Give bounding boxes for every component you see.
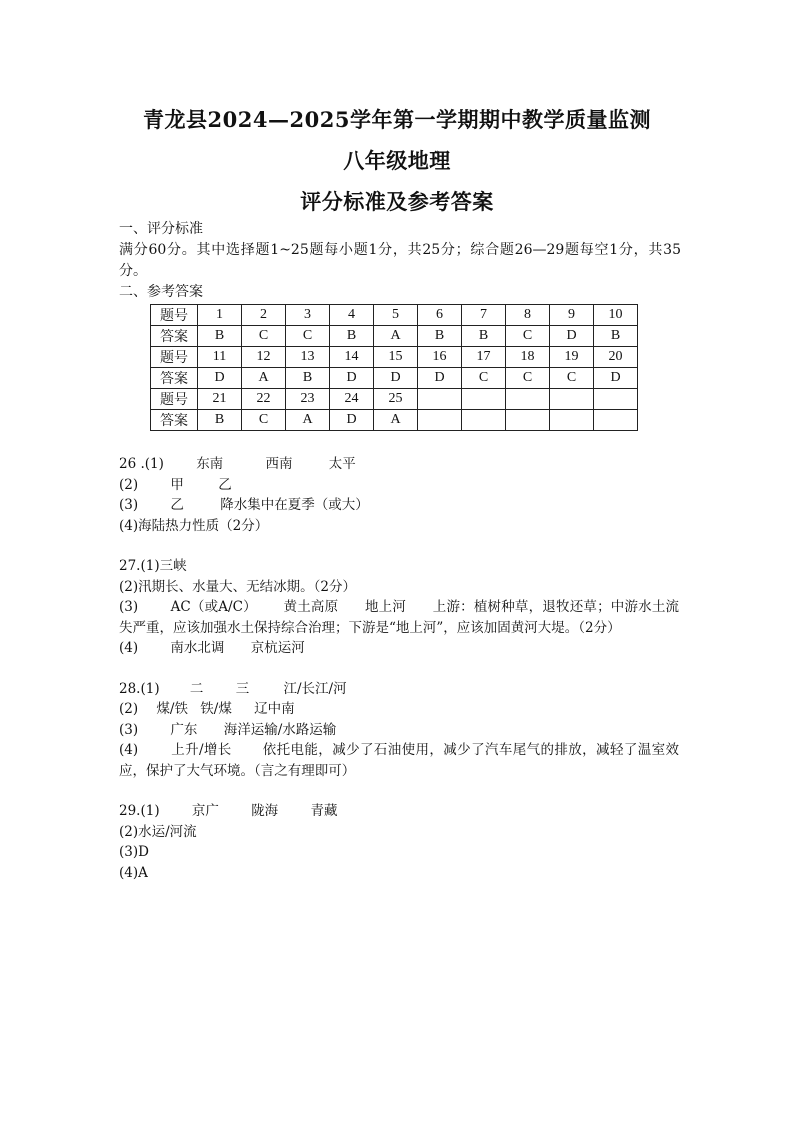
- answer-text: 上游：植树种草，退牧还草；中游水土流失严重，应该加强水土保持综合治理；下游是“地上河”，应该加固黄河大堤。（2分）: [119, 599, 680, 636]
- answer-line: [119, 638, 679, 659]
- row-header-cell: 答案: [151, 410, 198, 431]
- part-label: 29.(1): [119, 803, 160, 819]
- answer-line: (4)海陆热力性质（2分）: [119, 517, 269, 534]
- table-cell: 23: [286, 389, 330, 410]
- answer-text: 乙: [218, 476, 232, 493]
- table-cell: B: [418, 326, 462, 347]
- answer-line: [119, 597, 679, 638]
- table-cell: 25: [374, 389, 418, 410]
- table-cell: D: [418, 368, 462, 389]
- row-header-cell: 题号: [151, 305, 198, 326]
- scoring-text: 满分60分。其中选择题1~25题每小题1分，共25分；综合题26—29题每空1分，共35分。: [119, 242, 681, 279]
- scoring-heading: 一、评分标准: [119, 221, 203, 237]
- question-26: [119, 454, 679, 536]
- table-cell: C: [550, 368, 594, 389]
- table-cell: 12: [242, 347, 286, 368]
- scoring-section: [119, 219, 681, 303]
- answer-text: 广东: [170, 721, 198, 738]
- answer-text: 煤/铁: [156, 701, 188, 717]
- table-cell: A: [374, 410, 418, 431]
- table-row: [151, 389, 638, 410]
- part-label: (2): [119, 476, 139, 493]
- answer-table: [150, 304, 638, 431]
- reference-heading: 二、参考答案: [119, 284, 203, 300]
- table-cell: C: [506, 326, 550, 347]
- answer-line: [119, 801, 679, 822]
- answer-line: [119, 699, 679, 720]
- table-cell: B: [198, 410, 242, 431]
- table-cell: A: [286, 410, 330, 431]
- answer-text: 甲: [170, 476, 184, 493]
- table-row: [151, 368, 638, 389]
- table-cell: 3: [286, 305, 330, 326]
- answer-line: (4)A: [119, 864, 148, 881]
- answer-text: 京杭运河: [250, 640, 305, 656]
- table-cell: A: [242, 368, 286, 389]
- part-label: 28.(1): [119, 680, 160, 697]
- answer-text: 地上河: [364, 599, 407, 615]
- answer-text: 乙: [170, 497, 184, 513]
- part-label: (2): [119, 701, 139, 717]
- grade-subject: 八年级地理: [343, 148, 451, 173]
- exam-title: 青龙县2024—2025学年第一学期期中教学质量监测: [143, 107, 651, 132]
- answer-line: (2)汛期长、水量大、无结冰期。（2分）: [119, 578, 356, 595]
- answer-text: 降水集中在夏季（或大）: [220, 497, 369, 513]
- answer-line: (2)水运/河流: [119, 823, 197, 840]
- table-cell: [462, 410, 506, 431]
- table-cell: 21: [198, 389, 242, 410]
- row-header-cell: 答案: [151, 326, 198, 347]
- table-cell: 10: [594, 305, 638, 326]
- table-cell: 16: [418, 347, 462, 368]
- part-label: (3): [119, 497, 139, 513]
- table-cell: D: [594, 368, 638, 389]
- table-cell: B: [198, 326, 242, 347]
- table-row: [151, 305, 638, 326]
- answer-line: [119, 475, 679, 496]
- table-cell: 20: [594, 347, 638, 368]
- question-29: [119, 801, 679, 883]
- table-cell: [594, 389, 638, 410]
- answer-text: 三: [235, 680, 250, 697]
- answer-line: [119, 679, 679, 700]
- table-cell: 4: [330, 305, 374, 326]
- table-cell: D: [198, 368, 242, 389]
- row-header-cell: 题号: [151, 389, 198, 410]
- answer-text: 辽中南: [254, 701, 295, 717]
- part-label: (4): [119, 742, 139, 758]
- table-cell: [594, 410, 638, 431]
- table-cell: D: [330, 368, 374, 389]
- answer-text: 黄土高原: [283, 599, 339, 615]
- table-cell: D: [330, 410, 374, 431]
- table-cell: [506, 389, 550, 410]
- table-cell: 24: [330, 389, 374, 410]
- answer-text: 海洋运输/水路运输: [223, 721, 337, 738]
- table-cell: C: [462, 368, 506, 389]
- question-27: [119, 556, 679, 659]
- answer-text: 青藏: [310, 803, 338, 819]
- table-cell: [418, 410, 462, 431]
- answer-text: 陇海: [251, 803, 279, 819]
- comprehensive-answers: [119, 454, 679, 903]
- answer-text: 依托电能，减少了石油使用，减少了汽车尾气的排放，减轻了温室效应，保护了大气环境。（言之有理即可）: [119, 742, 679, 779]
- answer-text: 南水北调: [170, 640, 225, 656]
- row-header-cell: 题号: [151, 347, 198, 368]
- answer-text: 二: [189, 680, 204, 697]
- table-cell: 1: [198, 305, 242, 326]
- part-label: 26 .(1): [119, 456, 164, 472]
- table-cell: [418, 389, 462, 410]
- table-cell: B: [462, 326, 506, 347]
- table-cell: 5: [374, 305, 418, 326]
- answer-text: AC（或A/C）: [170, 599, 257, 615]
- table-cell: B: [286, 368, 330, 389]
- table-row: [151, 347, 638, 368]
- table-cell: C: [242, 410, 286, 431]
- row-header-cell: 答案: [151, 368, 198, 389]
- table-cell: 8: [506, 305, 550, 326]
- table-cell: 17: [462, 347, 506, 368]
- answer-line: [119, 740, 679, 781]
- table-row: [151, 410, 638, 431]
- table-cell: B: [594, 326, 638, 347]
- table-cell: A: [374, 326, 418, 347]
- table-cell: 18: [506, 347, 550, 368]
- answer-text: 太平: [328, 456, 356, 472]
- table-cell: C: [242, 326, 286, 347]
- table-cell: D: [374, 368, 418, 389]
- question-28: [119, 679, 679, 782]
- table-cell: 22: [242, 389, 286, 410]
- document-type: 评分标准及参考答案: [300, 189, 494, 214]
- table-cell: C: [286, 326, 330, 347]
- answer-text: 西南: [265, 456, 293, 472]
- table-cell: 7: [462, 305, 506, 326]
- table-cell: 2: [242, 305, 286, 326]
- answer-text: 东南: [196, 456, 224, 472]
- answer-text: 京广: [191, 803, 219, 819]
- table-cell: D: [550, 326, 594, 347]
- table-cell: 6: [418, 305, 462, 326]
- table-cell: 13: [286, 347, 330, 368]
- part-label: (3): [119, 599, 139, 615]
- answer-line: [119, 454, 679, 475]
- table-cell: 19: [550, 347, 594, 368]
- answer-line: [119, 495, 679, 516]
- answer-text: 上升/增长: [170, 742, 232, 758]
- table-cell: [506, 410, 550, 431]
- answer-line: 27.(1)三峡: [119, 558, 187, 574]
- answer-text: 江/长江/河: [283, 680, 347, 697]
- table-row: [151, 326, 638, 347]
- answer-line: (3)D: [119, 844, 149, 860]
- table-cell: B: [330, 326, 374, 347]
- table-cell: 9: [550, 305, 594, 326]
- table-cell: 14: [330, 347, 374, 368]
- table-cell: [550, 389, 594, 410]
- answer-text: 铁/煤: [200, 701, 232, 717]
- part-label: (3): [119, 721, 139, 738]
- table-cell: [462, 389, 506, 410]
- table-cell: C: [506, 368, 550, 389]
- table-cell: [550, 410, 594, 431]
- table-cell: 11: [198, 347, 242, 368]
- answer-line: [119, 720, 679, 741]
- table-cell: 15: [374, 347, 418, 368]
- part-label: (4): [119, 640, 139, 656]
